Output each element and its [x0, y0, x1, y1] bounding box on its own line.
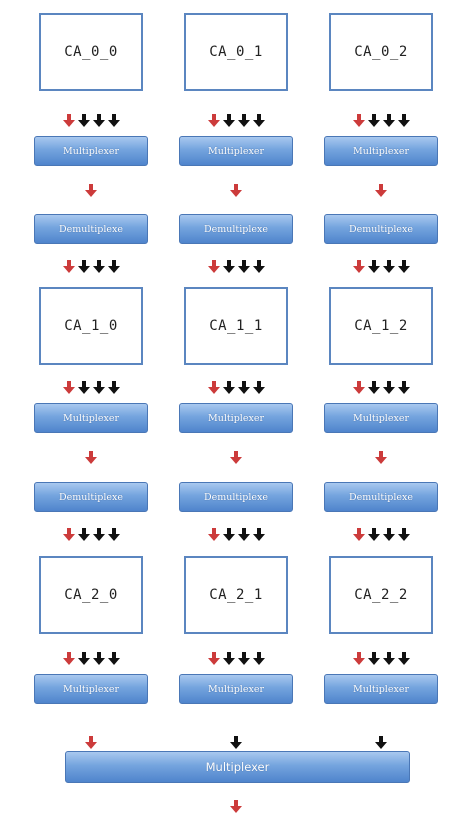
demux-to-ca-0-0-arrow-3 [107, 260, 121, 274]
demux-to-ca-0-2-arrow-3 [397, 260, 411, 274]
demux-to-ca-1-0-arrow-2 [92, 528, 106, 542]
ca-to-mux-1-2-arrow-2 [382, 381, 396, 395]
ca-to-mux-1-2-arrow-0 [352, 381, 366, 395]
demux-to-ca-0-2-arrow-2 [382, 260, 396, 274]
to-final-mux-arrow-2 [374, 736, 388, 750]
demux-to-ca-0-0-arrow-0 [62, 260, 76, 274]
demux-to-ca-0-2-arrow-0 [352, 260, 366, 274]
ca-cell-1-1: CA_1_1 [184, 287, 288, 365]
ca-to-mux-0-0-arrow-0 [62, 114, 76, 128]
ca-to-mux-0-2-arrow-1 [367, 114, 381, 128]
ca-to-mux-2-2-arrow-3 [397, 652, 411, 666]
multiplexer-2-0: Multiplexer [34, 674, 148, 704]
ca-to-mux-1-0-arrow-0 [62, 381, 76, 395]
ca-to-mux-1-2-arrow-3 [397, 381, 411, 395]
demux-to-ca-0-0-arrow-2 [92, 260, 106, 274]
demultiplexer-1-0: Demultiplexe [34, 482, 148, 512]
demux-to-ca-1-1-arrow-0 [207, 528, 221, 542]
ca-to-mux-1-1-arrow-0 [207, 381, 221, 395]
demux-to-ca-1-2-arrow-3 [397, 528, 411, 542]
ca-to-mux-1-0-arrow-3 [107, 381, 121, 395]
demux-to-ca-1-2-arrow-2 [382, 528, 396, 542]
ca-to-mux-2-1-arrow-3 [252, 652, 266, 666]
multiplexer-0-1: Multiplexer [179, 136, 293, 166]
multiplexer-2-2: Multiplexer [324, 674, 438, 704]
ca-to-mux-0-0-arrow-3 [107, 114, 121, 128]
multiplexer-1-1: Multiplexer [179, 403, 293, 433]
ca-cell-2-2: CA_2_2 [329, 556, 433, 634]
ca-to-mux-1-1-arrow-2 [237, 381, 251, 395]
multiplexer-0-2: Multiplexer [324, 136, 438, 166]
demux-to-ca-1-2-arrow-0 [352, 528, 366, 542]
to-final-mux-arrow-0 [84, 736, 98, 750]
ca-to-mux-2-0-arrow-2 [92, 652, 106, 666]
multiplexer-2-1: Multiplexer [179, 674, 293, 704]
final-output-arrow [229, 800, 243, 814]
demux-to-ca-0-1-arrow-1 [222, 260, 236, 274]
demux-to-ca-1-2-arrow-1 [367, 528, 381, 542]
ca-to-mux-1-0-arrow-1 [77, 381, 91, 395]
ca-to-mux-2-0-arrow-1 [77, 652, 91, 666]
ca-cell-0-0: CA_0_0 [39, 13, 143, 91]
ca-to-mux-0-2-arrow-0 [352, 114, 366, 128]
demux-to-ca-1-0-arrow-0 [62, 528, 76, 542]
ca-to-mux-0-1-arrow-2 [237, 114, 251, 128]
demux-to-ca-0-1-arrow-0 [207, 260, 221, 274]
ca-cell-1-2: CA_1_2 [329, 287, 433, 365]
ca-to-mux-1-1-arrow-3 [252, 381, 266, 395]
ca-to-mux-1-1-arrow-1 [222, 381, 236, 395]
demux-to-ca-1-1-arrow-3 [252, 528, 266, 542]
ca-to-mux-1-2-arrow-1 [367, 381, 381, 395]
ca-to-mux-0-0-arrow-1 [77, 114, 91, 128]
ca-cell-1-0: CA_1_0 [39, 287, 143, 365]
ca-to-mux-0-1-arrow-0 [207, 114, 221, 128]
demux-to-ca-1-1-arrow-1 [222, 528, 236, 542]
demux-to-ca-1-0-arrow-1 [77, 528, 91, 542]
demux-to-ca-1-0-arrow-3 [107, 528, 121, 542]
ca-to-mux-2-1-arrow-0 [207, 652, 221, 666]
to-final-mux-arrow-1 [229, 736, 243, 750]
multiplexer-0-0: Multiplexer [34, 136, 148, 166]
ca-cell-2-1: CA_2_1 [184, 556, 288, 634]
demux-to-ca-1-1-arrow-2 [237, 528, 251, 542]
ca-to-mux-0-1-arrow-3 [252, 114, 266, 128]
mux-to-demux-arrow-0-0 [84, 184, 98, 198]
ca-to-mux-0-2-arrow-2 [382, 114, 396, 128]
demux-to-ca-0-0-arrow-1 [77, 260, 91, 274]
multiplexer-1-2: Multiplexer [324, 403, 438, 433]
demux-to-ca-0-2-arrow-1 [367, 260, 381, 274]
ca-to-mux-0-0-arrow-2 [92, 114, 106, 128]
demultiplexer-1-1: Demultiplexe [179, 482, 293, 512]
ca-to-mux-2-2-arrow-2 [382, 652, 396, 666]
ca-to-mux-2-1-arrow-1 [222, 652, 236, 666]
demultiplexer-0-0: Demultiplexe [34, 214, 148, 244]
final-multiplexer: Multiplexer [65, 751, 410, 783]
ca-to-mux-2-0-arrow-3 [107, 652, 121, 666]
ca-to-mux-0-1-arrow-1 [222, 114, 236, 128]
ca-cell-2-0: CA_2_0 [39, 556, 143, 634]
ca-to-mux-0-2-arrow-3 [397, 114, 411, 128]
mux-to-demux-arrow-1-1 [229, 451, 243, 465]
ca-to-mux-2-2-arrow-0 [352, 652, 366, 666]
ca-to-mux-1-0-arrow-2 [92, 381, 106, 395]
demultiplexer-1-2: Demultiplexe [324, 482, 438, 512]
mux-to-demux-arrow-0-1 [229, 184, 243, 198]
multiplexer-1-0: Multiplexer [34, 403, 148, 433]
mux-to-demux-arrow-0-2 [374, 184, 388, 198]
demultiplexer-0-2: Demultiplexe [324, 214, 438, 244]
demux-to-ca-0-1-arrow-3 [252, 260, 266, 274]
ca-to-mux-2-2-arrow-1 [367, 652, 381, 666]
mux-to-demux-arrow-1-0 [84, 451, 98, 465]
ca-cell-0-1: CA_0_1 [184, 13, 288, 91]
ca-to-mux-2-1-arrow-2 [237, 652, 251, 666]
ca-cell-0-2: CA_0_2 [329, 13, 433, 91]
demultiplexer-0-1: Demultiplexe [179, 214, 293, 244]
ca-to-mux-2-0-arrow-0 [62, 652, 76, 666]
demux-to-ca-0-1-arrow-2 [237, 260, 251, 274]
mux-to-demux-arrow-1-2 [374, 451, 388, 465]
